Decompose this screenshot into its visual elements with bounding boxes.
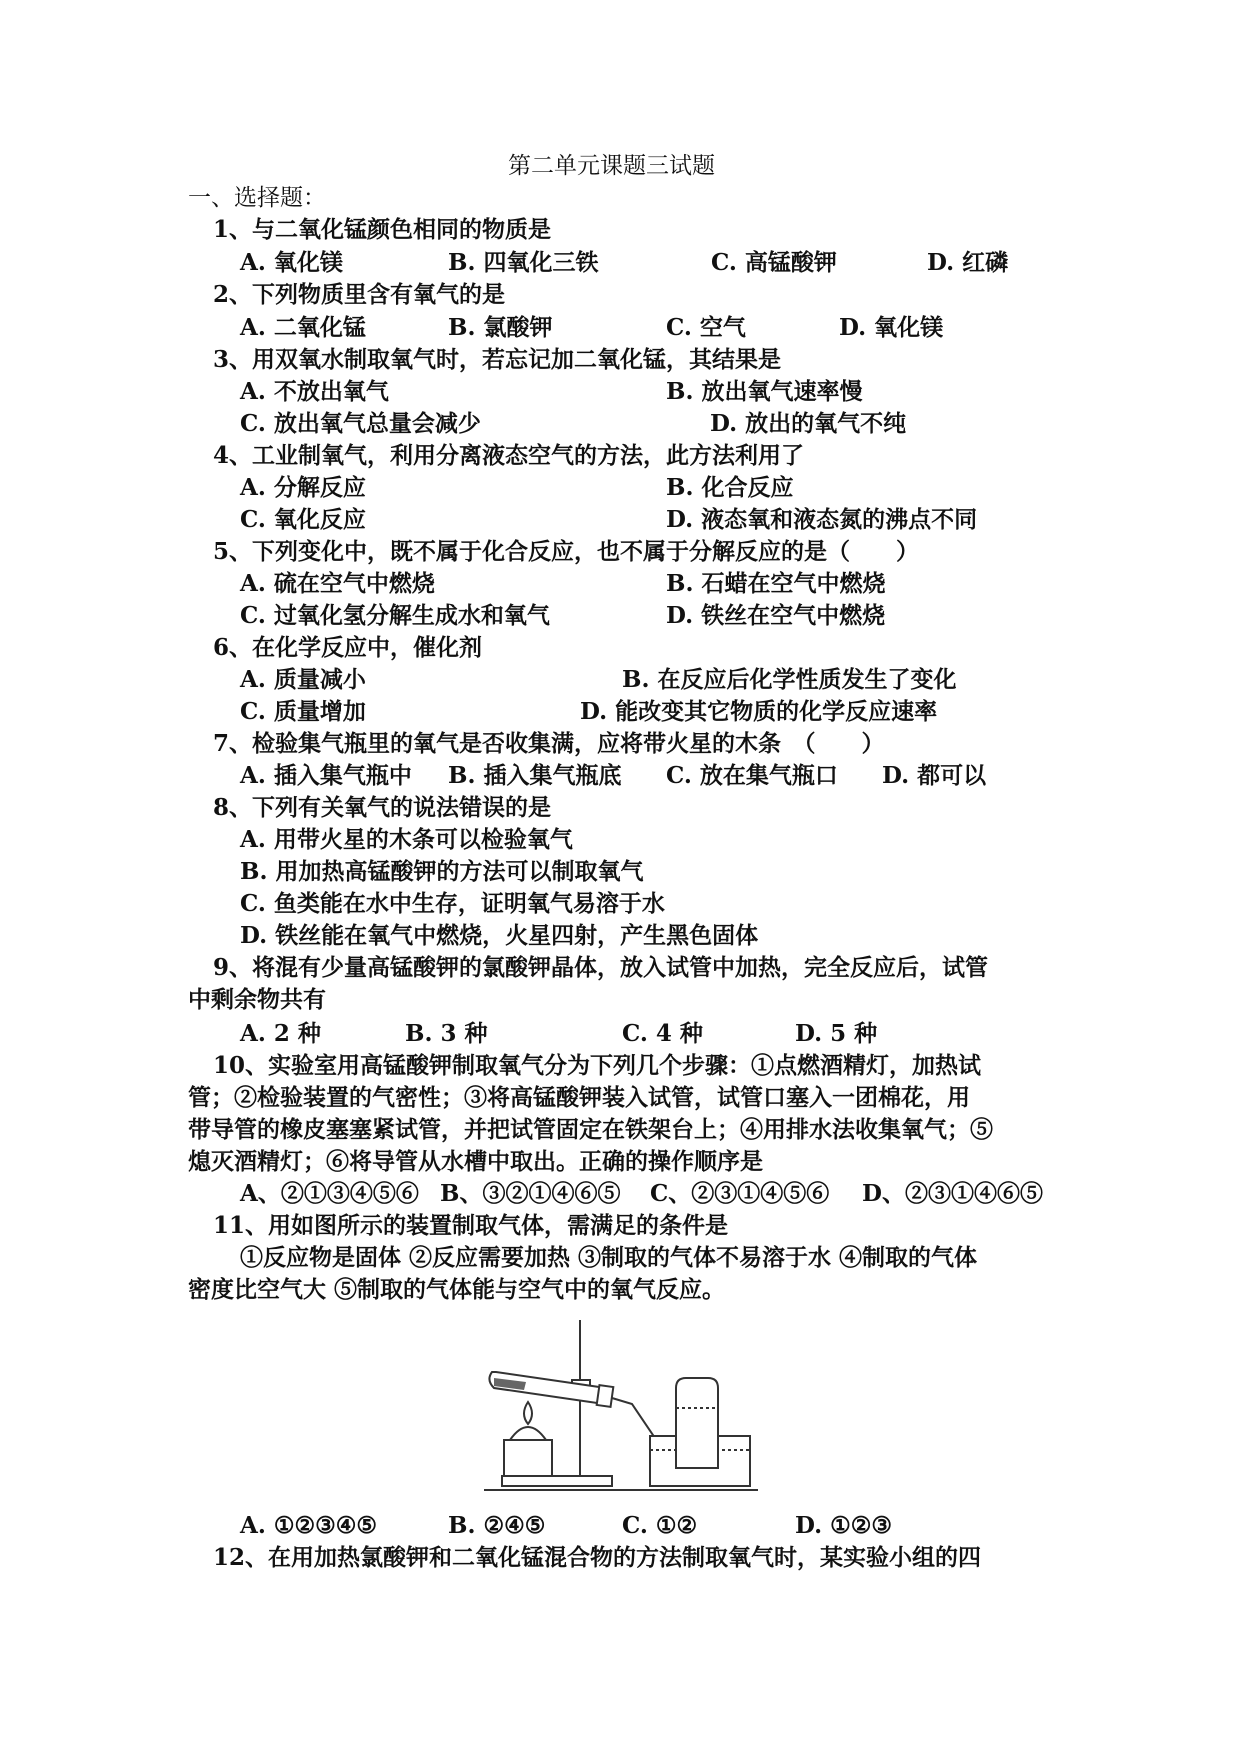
question-10-option-b: B、③②①④⑥⑤ — [440, 1180, 621, 1207]
question-9-option-d: D. 5 种 — [795, 1020, 878, 1047]
question-6-stem: 6、在化学反应中，催化剂 — [213, 634, 483, 661]
question-11-stem-line-3: 密度比空气大 ⑤制取的气体能与空气中的氧气反应。 — [188, 1276, 726, 1303]
question-6-option-d: D. 能改变其它物质的化学反应速率 — [580, 698, 938, 725]
question-11-option-c: C. ①② — [622, 1512, 698, 1539]
question-2-option-d: D. 氧化镁 — [839, 314, 944, 341]
question-11-stem-line-2: ①反应物是固体 ②反应需要加热 ③制取的气体不易溶于水 ④制取的气体 — [240, 1244, 978, 1271]
section-heading: 一、选择题： — [188, 185, 326, 211]
question-3-option-d: D. 放出的氧气不纯 — [710, 410, 907, 437]
question-4-option-a: A. 分解反应 — [240, 474, 366, 501]
question-5-stem: 5、下列变化中，既不属于化合反应，也不属于分解反应的是（ ） — [213, 538, 920, 565]
question-4-option-d: D. 液态氧和液态氮的沸点不同 — [666, 506, 978, 533]
question-7-stem: 7、检验集气瓶里的氧气是否收集满，应将带火星的木条 （ ） — [213, 730, 885, 757]
question-10-stem-line-4: 熄灭酒精灯；⑥将导管从水槽中取出。正确的操作顺序是 — [188, 1148, 763, 1175]
question-6-option-c: C. 质量增加 — [240, 698, 366, 725]
question-11-option-d: D. ①②③ — [795, 1512, 892, 1539]
alcohol-lamp-body — [510, 1427, 546, 1440]
alcohol-lamp-block — [504, 1440, 552, 1476]
question-8-option-b: B. 用加热高锰酸钾的方法可以制取氧气 — [240, 858, 644, 885]
question-9-option-b: B. 3 种 — [405, 1020, 488, 1047]
question-10-option-d: D、②③①④⑥⑤ — [862, 1180, 1043, 1207]
question-1-stem: 1、与二氧化锰颜色相同的物质是 — [213, 216, 552, 243]
question-10-option-c: C、②③①④⑤⑥ — [650, 1180, 830, 1207]
question-3-option-c: C. 放出氧气总量会减少 — [240, 410, 481, 437]
question-9-stem-line-1: 9、将混有少量高锰酸钾的氯酸钾晶体，放入试管中加热，完全反应后，试管 — [213, 954, 989, 981]
question-2-option-b: B. 氯酸钾 — [448, 314, 553, 341]
question-9-stem-line-2: 中剩余物共有 — [188, 986, 326, 1013]
question-2-option-a: A. 二氧化锰 — [240, 314, 366, 341]
question-5-option-a: A. 硫在空气中燃烧 — [240, 570, 435, 597]
question-7-option-c: C. 放在集气瓶口 — [666, 762, 838, 789]
question-2-stem: 2、下列物质里含有氧气的是 — [213, 281, 506, 308]
question-5-option-b: B. 石蜡在空气中燃烧 — [666, 570, 886, 597]
question-10-stem-line-2: 管；②检验装置的气密性；③将高锰酸钾装入试管，试管口塞入一团棉花，用 — [188, 1084, 970, 1111]
collecting-bottle — [676, 1378, 718, 1468]
question-6-option-b: B. 在反应后化学性质发生了变化 — [622, 666, 957, 693]
question-4-stem: 4、工业制氧气，利用分离液态空气的方法，此方法利用了 — [213, 442, 805, 469]
question-4-option-c: C. 氧化反应 — [240, 506, 366, 533]
question-8-option-c: C. 鱼类能在水中生存，证明氧气易溶于水 — [240, 890, 665, 917]
stand-base — [502, 1476, 612, 1486]
page-title: 第二单元课题三试题 — [508, 153, 715, 179]
oxygen-apparatus-figure — [482, 1318, 760, 1498]
question-7-option-d: D. 都可以 — [882, 762, 987, 789]
question-3-stem: 3、用双氧水制取氧气时，若忘记加二氧化锰，其结果是 — [213, 346, 782, 373]
question-1-option-d: D. 红磷 — [927, 249, 1009, 276]
question-5-option-c: C. 过氧化氢分解生成水和氧气 — [240, 602, 550, 629]
question-2-option-c: C. 空气 — [666, 314, 746, 341]
question-8-option-d: D. 铁丝能在氧气中燃烧，火星四射，产生黑色固体 — [240, 922, 759, 949]
question-3-option-a: A. 不放出氧气 — [240, 378, 389, 405]
question-11-option-b: B. ②④⑤ — [448, 1512, 546, 1539]
question-11-stem-line-1: 11、用如图所示的装置制取气体，需满足的条件是 — [213, 1212, 729, 1239]
test-tube — [489, 1372, 606, 1404]
question-5-option-d: D. 铁丝在空气中燃烧 — [666, 602, 886, 629]
question-9-option-c: C. 4 种 — [622, 1020, 703, 1047]
question-1-option-a: A. 氧化镁 — [240, 249, 343, 276]
question-3-option-b: B. 放出氧气速率慢 — [666, 378, 863, 405]
question-10-option-a: A、②①③④⑤⑥ — [240, 1180, 419, 1207]
question-8-option-a: A. 用带火星的木条可以检验氧气 — [240, 826, 573, 853]
question-7-option-a: A. 插入集气瓶中 — [240, 762, 412, 789]
stopper — [597, 1385, 614, 1407]
question-12-stem: 12、在用加热氯酸钾和二氧化锰混合物的方法制取氧气时，某实验小组的四 — [213, 1544, 982, 1571]
question-7-option-b: B. 插入集气瓶底 — [448, 762, 622, 789]
question-4-option-b: B. 化合反应 — [666, 474, 794, 501]
question-8-stem: 8、下列有关氧气的说法错误的是 — [213, 794, 552, 821]
question-9-option-a: A. 2 种 — [240, 1020, 321, 1047]
question-10-stem-line-3: 带导管的橡皮塞塞紧试管，并把试管固定在铁架台上；④用排水法收集氧气；⑤ — [188, 1116, 993, 1143]
question-1-option-b: B. 四氧化三铁 — [448, 249, 599, 276]
question-10-stem-line-1: 10、实验室用高锰酸钾制取氧气分为下列几个步骤：①点燃酒精灯，加热试 — [213, 1052, 982, 1079]
flame-icon — [524, 1402, 532, 1424]
question-1-option-c: C. 高锰酸钾 — [711, 249, 837, 276]
question-6-option-a: A. 质量减小 — [240, 666, 366, 693]
question-11-option-a: A. ①②③④⑤ — [240, 1512, 377, 1539]
